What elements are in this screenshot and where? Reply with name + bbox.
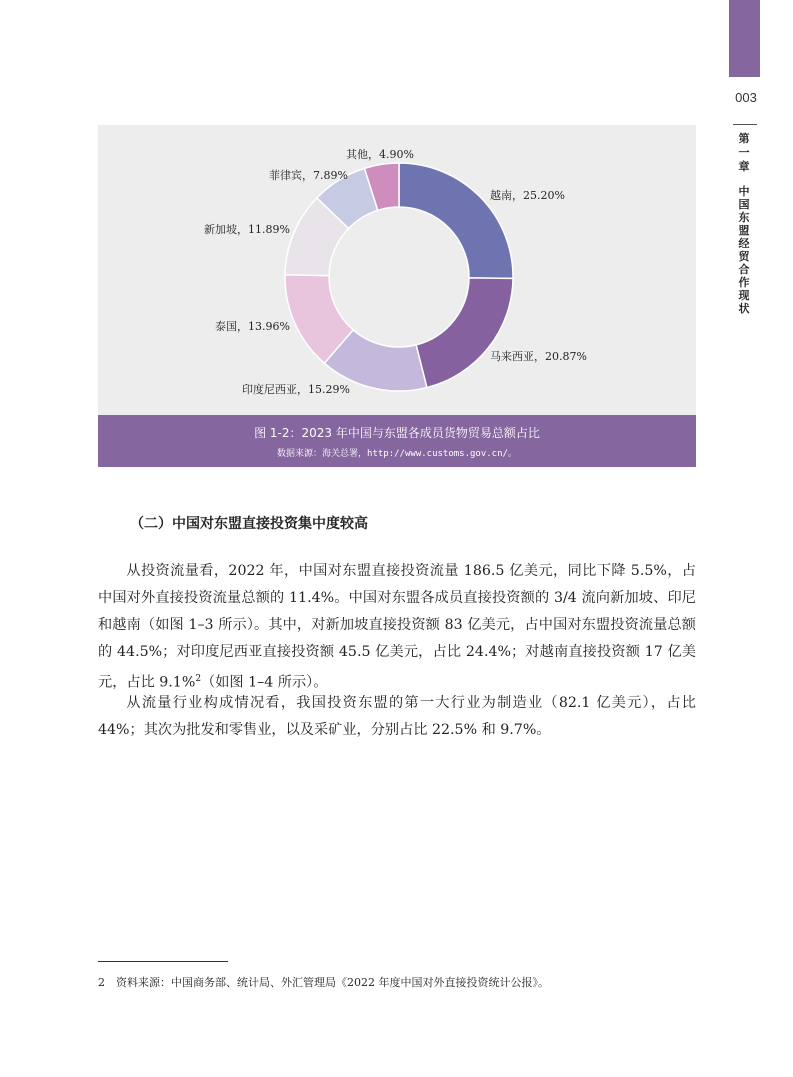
figure-panel	[98, 125, 696, 415]
slice-label-6: 菲律宾，7.89%	[269, 169, 348, 182]
slice-label-1: 越南，25.20%	[490, 189, 565, 202]
footnote-ref[interactable]: 2	[195, 674, 202, 684]
slice-label-4: 泰国，13.96%	[215, 320, 290, 333]
footnote-divider	[98, 961, 228, 962]
slice-label-3: 印度尼西亚，15.29%	[242, 383, 350, 396]
page-number: 003	[735, 90, 757, 105]
chapter-tab-marker	[729, 0, 760, 77]
paragraph-2: 从流量行业构成情况看，我国投资东盟的第一大行业为制造业（82.1 亿美元），占比 44%；其次为批发和零售业，以及采矿业，分别占比 22.5% 和 9.7%。	[98, 695, 696, 738]
figure-title: 图 1-2：2023 年中国与东盟各成员货物贸易总额占比	[254, 426, 540, 440]
chapter-title: 中国东盟经贸合作现状	[738, 185, 750, 315]
figure-caption	[98, 415, 696, 467]
section-heading: （二）中国对东盟直接投资集中度较高	[130, 516, 368, 532]
footnote: 2 资料来源：中国商务部、统计局、外汇管理局《2022 年度中国对外直接投资统计公报》。	[98, 976, 549, 989]
paragraph-1-tail: （如图 1–4 所示）。	[201, 674, 328, 691]
chapter-label: 第一章	[738, 132, 750, 173]
paragraph-1-text: 从投资流量看，2022 年，中国对东盟直接投资流量 186.5 亿美元，同比下降 5.5%，占中国对外直接投资流量总额的 11.4%。中国对东盟各成员直接投资额的 3/4 流向新加坡、印尼和越南（如图 1–3 所示）。其中，对新加坡直接投资额 83 亿美元，占中国对东盟投资流量总额的 44.5%；对印度尼西亚直接投资额 45.5 亿美元，占比 24.4%；对越南直接投资额 17 亿美元，占比 9.1%	[98, 563, 696, 691]
paragraph-1	[98, 558, 696, 697]
donut-chart	[98, 125, 696, 415]
figure-source: 数据来源：海关总署，http://www.customs.gov.cn/。	[277, 449, 517, 459]
slice-label-7: 其他，4.90%	[346, 148, 414, 161]
side-divider	[733, 124, 757, 125]
donut-slice-2	[416, 278, 513, 388]
slice-label-5: 新加坡，11.89%	[204, 223, 290, 236]
donut-slice-1	[399, 163, 513, 278]
slice-label-2: 马来西亚，20.87%	[490, 350, 587, 363]
